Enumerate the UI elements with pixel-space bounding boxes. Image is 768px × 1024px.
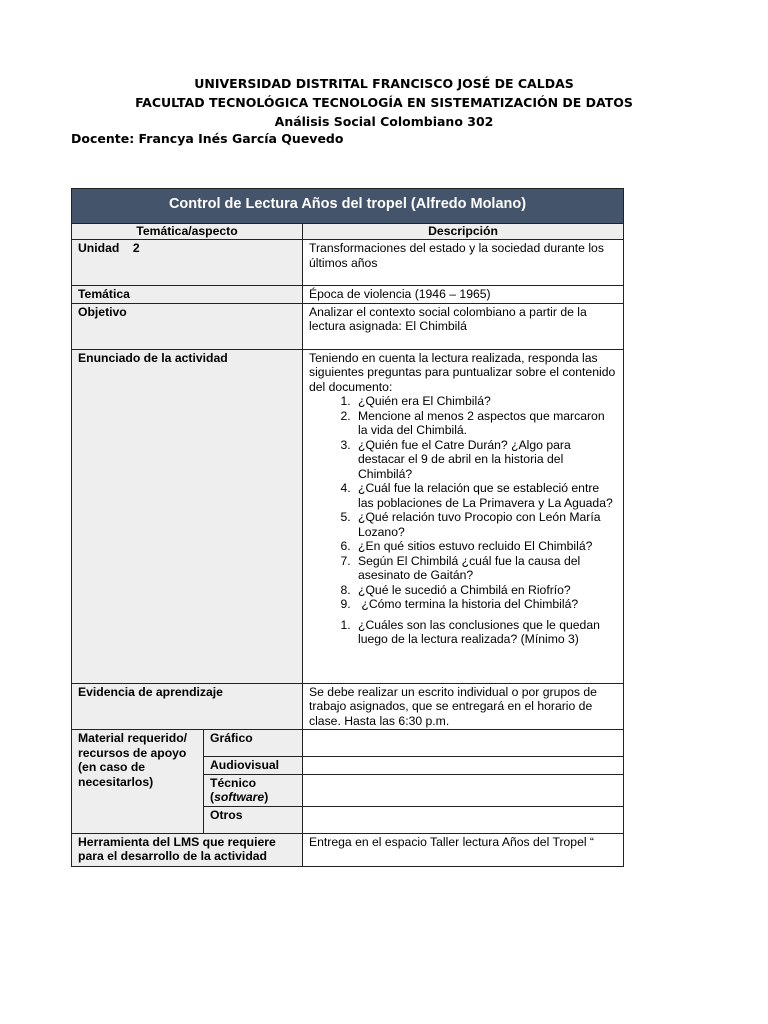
objetivo-label: Objetivo: [72, 303, 303, 349]
question-item: 1. ¿Cuáles son las conclusiones que le quedan luego de la lectura realizada? (Mínimo 3): [354, 618, 617, 647]
question-list-extra: [309, 618, 617, 647]
question-item: 4. ¿Cuál fue la relación que se estableció entre las poblaciones de La Primavera y La Aguada?: [354, 481, 617, 510]
tecnico-value: [303, 774, 624, 806]
question-item: 2. Mencione al menos 2 aspectos que marcaron la vida del Chimbilá.: [354, 409, 617, 438]
otros-value: [303, 806, 624, 833]
question-item: 1. ¿Quién era El Chimbilá?: [354, 394, 617, 409]
audiovisual-label: Audiovisual: [204, 757, 303, 775]
question-item: 3. ¿Quién fue el Catre Durán? ¿Algo para destacar el 9 de abril en la historia del Chimbilá?: [354, 438, 617, 482]
document-header: [0, 74, 768, 131]
docente-line: Docente: Francya Inés García Quevedo: [71, 131, 344, 146]
enunciado-intro: Teniendo en cuenta la lectura realizada, responda las siguientes preguntas para puntualizar sobre el contenido del documento:: [309, 350, 616, 394]
tematica-label: Temática: [72, 286, 303, 304]
otros-label: Otros: [204, 806, 303, 833]
reading-control-table: [71, 188, 624, 867]
herramienta-value: Entrega en el espacio Taller lectura Años del Tropel “: [303, 833, 624, 866]
question-item: 5. ¿Qué relación tuvo Procopio con León María Lozano?: [354, 510, 617, 539]
course-title: Análisis Social Colombiano 302: [274, 114, 494, 129]
grafico-value: [303, 730, 624, 757]
grafico-label: Gráfico: [204, 730, 303, 757]
enunciado-cell: [303, 349, 624, 683]
question-item: 6. ¿En qué sitios estuvo recluido El Chimbilá?: [354, 539, 617, 554]
herramienta-label: Herramienta del LMS que requiere para el desarrollo de la actividad: [72, 833, 303, 866]
column-header-aspect: Temática/aspecto: [72, 224, 303, 240]
question-item: 8. ¿Qué le sucedió a Chimbilá en Riofrío?: [354, 583, 617, 598]
question-item: 9. ¿Cómo termina la historia del Chimbilá?: [354, 597, 617, 612]
enunciado-label: Enunciado de la actividad: [72, 349, 303, 683]
tecnico-label: Técnico (software): [204, 774, 303, 806]
evidencia-label: Evidencia de aprendizaje: [72, 683, 303, 730]
audiovisual-value: [303, 757, 624, 775]
university-title: UNIVERSIDAD DISTRITAL FRANCISCO JOSÉ DE CALDAS: [194, 76, 574, 91]
unidad-value: Transformaciones del estado y la sociedad durante los últimos años: [303, 240, 624, 286]
tematica-value: Época de violencia (1946 – 1965): [303, 286, 624, 304]
evidencia-value: Se debe realizar un escrito individual o por grupos de trabajo asignados, que se entregará en el horario de clase. Hasta las 6:30 p.m.: [303, 683, 624, 730]
table-title: Control de Lectura Años del tropel (Alfredo Molano): [72, 189, 624, 224]
question-list: [309, 394, 617, 612]
question-item: 7. Según El Chimbilá ¿cuál fue la causa del asesinato de Gaitán?: [354, 554, 617, 583]
objetivo-value: Analizar el contexto social colombiano a partir de la lectura asignada: El Chimbilá: [303, 303, 624, 349]
unidad-label: Unidad 2: [72, 240, 303, 286]
material-label: Material requerido/ recursos de apoyo (en caso de necesitarlos): [72, 730, 204, 834]
faculty-title: FACULTAD TECNOLÓGICA TECNOLOGÍA EN SISTEMATIZACIÓN DE DATOS: [135, 95, 633, 110]
column-header-description: Descripción: [303, 224, 624, 240]
